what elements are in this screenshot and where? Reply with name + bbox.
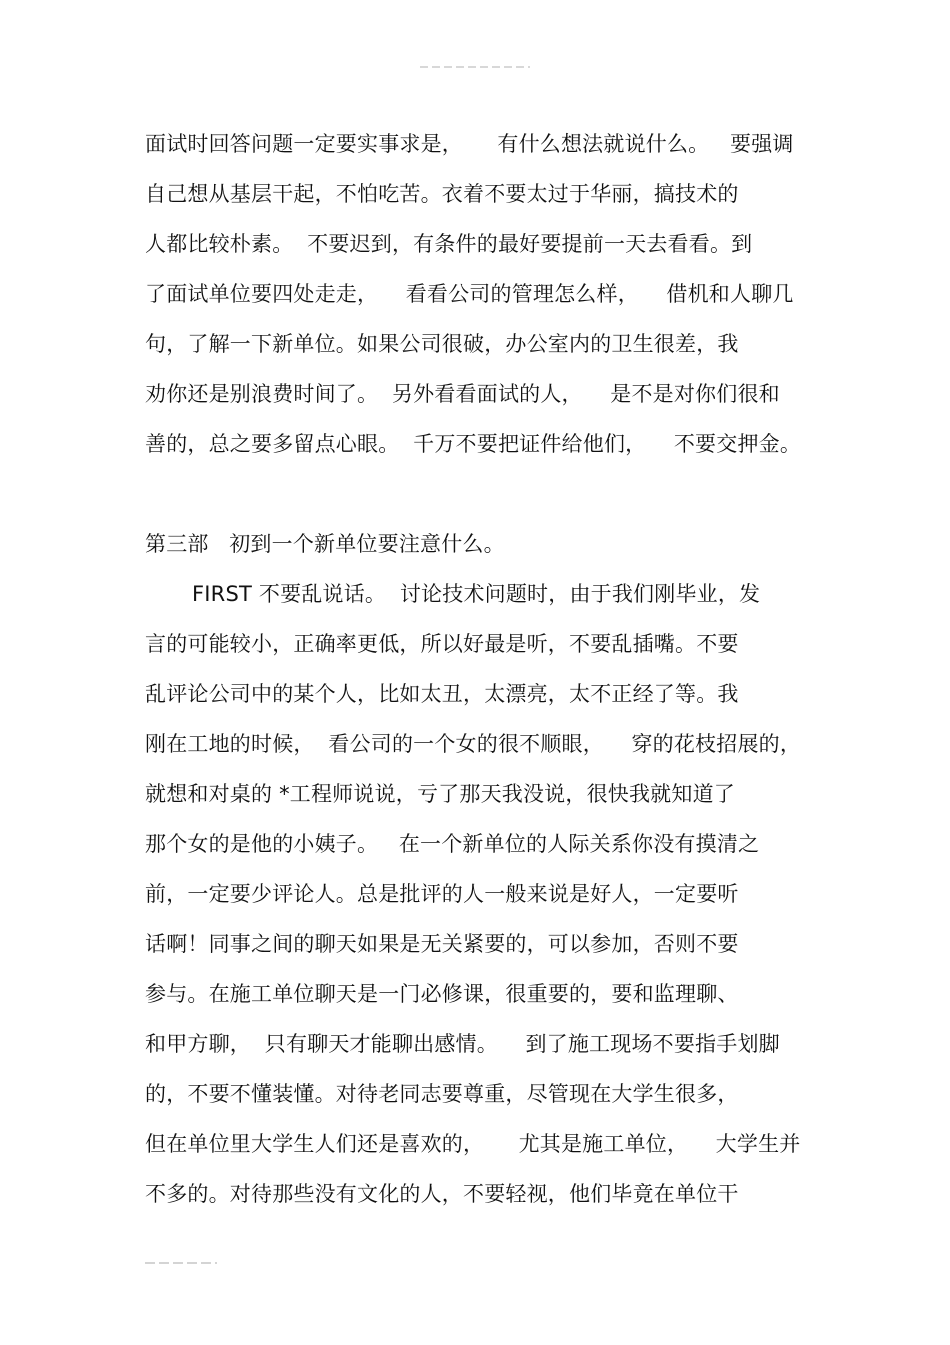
paragraph-line: 刚在工地的时候， 看公司的一个女的很不顺眼， 穿的花枝招展的， [145,732,802,756]
paragraph-line: 了面试单位要四处走走， 看看公司的管理怎么样， 借机和人聊几 [145,282,794,306]
section-heading: 第三部 初到一个新单位要注意什么。 [145,532,505,556]
paragraph-line: 但在单位里大学生人们还是喜欢的， 尤其是施工单位， 大学生并 [145,1132,801,1156]
header-decoration [420,66,530,68]
paragraph-line: 的，不要不懂装懂。对待老同志要尊重，尽管现在大学生很多， [145,1082,739,1106]
paragraph-line: 面试时回答问题一定要实事求是， 有什么想法就说什么。 要强调 [145,132,794,156]
footer-decoration [145,1262,217,1264]
paragraph-line: 和甲方聊， 只有聊天才能聊出感情。 到了施工现场不要指手划脚 [145,1032,780,1056]
paragraph-line: 劝你还是别浪费时间了。 另外看看面试的人， 是不是对你们很和 [145,382,780,406]
paragraph-line: 那个女的是他的小姨子。 在一个新单位的人际关系你没有摸清之 [145,832,760,856]
paragraph-line: 人都比较朴素。 不要迟到，有条件的最好要提前一天去看看。到 [145,232,753,256]
paragraph-line: 不多的。对待那些没有文化的人，不要轻视，他们毕竟在单位干 [145,1182,739,1206]
paragraph-line: 话啊！同事之间的聊天如果是无关紧要的，可以参加，否则不要 [145,932,739,956]
paragraph-line: 就想和对桌的 *工程师说说，亏了那天我没说，很快我就知道了 [145,782,735,806]
paragraph-line: 参与。在施工单位聊天是一门必修课，很重要的，要和监理聊、 [145,982,739,1006]
paragraph-line: 自己想从基层干起，不怕吃苦。衣着不要太过于华丽，搞技术的 [145,182,739,206]
paragraph-line: FIRST 不要乱说话。 讨论技术问题时，由于我们刚毕业，发 [192,582,761,606]
paragraph-line: 乱评论公司中的某个人，比如太丑，太漂亮，太不正经了等。我 [145,682,739,706]
paragraph-line: 前，一定要少评论人。总是批评的人一般来说是好人，一定要听 [145,882,739,906]
paragraph-line: 句，了解一下新单位。如果公司很破，办公室内的卫生很差，我 [145,332,739,356]
paragraph-line: 善的，总之要多留点心眼。 千万不要把证件给他们， 不要交押金。 [145,432,802,456]
paragraph-line: 言的可能较小，正确率更低，所以好最是听，不要乱插嘴。不要 [145,632,739,656]
